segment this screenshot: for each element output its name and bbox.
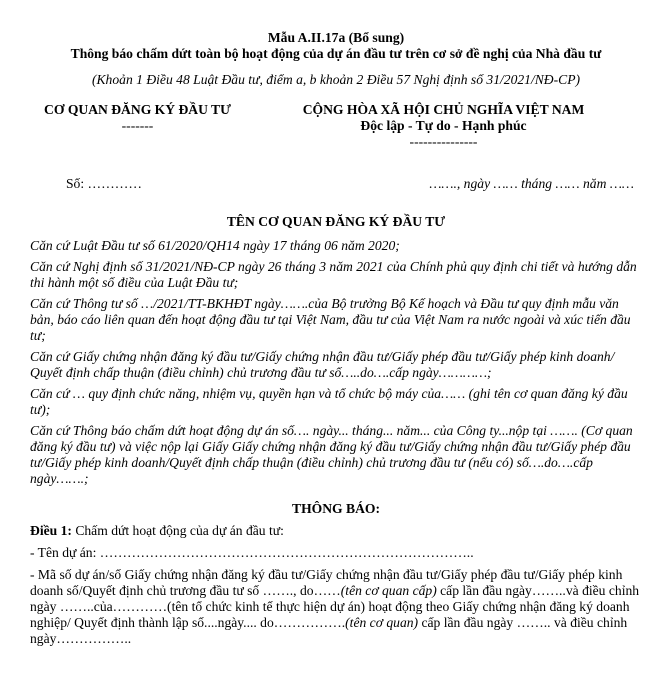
- agency-block: [30, 102, 245, 150]
- project-name-line: - Tên dự án: ………………………………………………………………………..: [30, 545, 474, 560]
- legal-basis: (Khoản 1 Điều 48 Luật Đầu tư, điểm a, b khoản 2 Điều 57 Nghị định số 31/2021/NĐ-CP): [91, 72, 581, 87]
- article-text: Chấm dứt hoạt động của dự án đầu tư:: [71, 523, 284, 538]
- basis-item: Căn cứ Luật Đầu tư số 61/2020/QH14 ngày 17 tháng 06 năm 2020;: [30, 238, 400, 253]
- code-text-3: cấp lần đầu ngày …….. và điều chỉnh ngày……………..: [30, 615, 628, 646]
- agency-rule: -------: [121, 118, 154, 133]
- project-code-paragraph: [30, 567, 642, 647]
- code-italic-2: (tên cơ quan): [345, 615, 419, 630]
- form-title: Thông báo chấm dứt toàn bộ hoạt động của dự án đầu tư trên cơ sở đề nghị của Nhà đầu tư: [70, 46, 602, 61]
- basis-item: Căn cứ Thông tư số …/2021/TT-BKHĐT ngày…….của Bộ trưởng Bộ Kế hoạch và Đầu tư quy định mẫu văn bản, báo cáo liên quan đến hoạt động đầu tư tại Việt Nam, đầu tư của Việt Nam ra nước ngoài và xúc tiến đầu tư;: [30, 296, 631, 343]
- code-text-2: cấp lần đầu ngày……..và điều chỉnh ngày ……..của…………(tên tổ chức kinh tế thực hiện dự án) hoạt động theo Giấy chứng nhận đăng ký doanh nghiệp/ Quyết định thành lập số....ngày.... do…………….: [30, 583, 640, 630]
- article-label: Điều 1:: [30, 523, 72, 538]
- motto-rule: ---------------: [409, 134, 478, 149]
- national-block: [245, 102, 642, 150]
- code-text-1: - Mã số dự án/số Giấy chứng nhận đăng ký đầu tư/Giấy chứng nhận đầu tư/Giấy phép đầu tư/Giấy phép kinh doanh số/Quyết định chủ trương đầu tư số ……., do……: [30, 567, 623, 598]
- agency-name-heading: TÊN CƠ QUAN ĐĂNG KÝ ĐẦU TƯ: [226, 214, 446, 229]
- legal-bases: [30, 238, 642, 487]
- basis-item: Căn cứ Giấy chứng nhận đăng ký đầu tư/Giấy chứng nhận đầu tư/Giấy phép đầu tư/Giấy phép kinh doanh/ Quyết định chấp thuận (điều chỉnh) chủ trương đầu tư số…..do….cấp ngày…………;: [30, 349, 615, 380]
- code-italic-1: (tên cơ quan cấp): [340, 583, 437, 598]
- document-meta: [30, 176, 642, 192]
- basis-item: Căn cứ Nghị định số 31/2021/NĐ-CP ngày 26 tháng 3 năm 2021 của Chính phủ quy định chi tiết và hướng dẫn thi hành một số điều của Luật Đầu tư;: [30, 259, 637, 290]
- notice-heading: THÔNG BÁO:: [292, 501, 380, 516]
- document-number: Số: …………: [66, 176, 142, 191]
- national-motto: Độc lập - Tự do - Hạnh phúc: [360, 118, 527, 133]
- form-code: Mẫu A.II.17a (Bổ sung): [267, 30, 405, 45]
- basis-item: Căn cứ … quy định chức năng, nhiệm vụ, quyền hạn và tổ chức bộ máy của…… (ghi tên cơ quan đăng ký đầu tư);: [30, 386, 628, 417]
- agency-label: CƠ QUAN ĐĂNG KÝ ĐẦU TƯ: [44, 102, 231, 117]
- basis-item: Căn cứ Thông báo chấm dứt hoạt động dự án số…. ngày... tháng... năm... của Công ty...nộp tại ……. (Cơ quan đăng ký đầu tư) và việc nộp lại Giấy Giấy chứng nhận đăng ký đầu tư/Giấy chứng nhận đầu tư/Giấy phép đầu tư/Giấy phép kinh doanh/Quyết định chấp thuận (điều chỉnh) chủ trương đầu tư (nếu có) số….do….cấp ngày…….;: [30, 423, 633, 486]
- document-header: [30, 102, 642, 150]
- country-name: CỘNG HÒA XÃ HỘI CHỦ NGHĨA VIỆT NAM: [302, 102, 585, 117]
- document-date: ……., ngày …… tháng …… năm ……: [429, 176, 634, 191]
- article-1: [30, 523, 642, 539]
